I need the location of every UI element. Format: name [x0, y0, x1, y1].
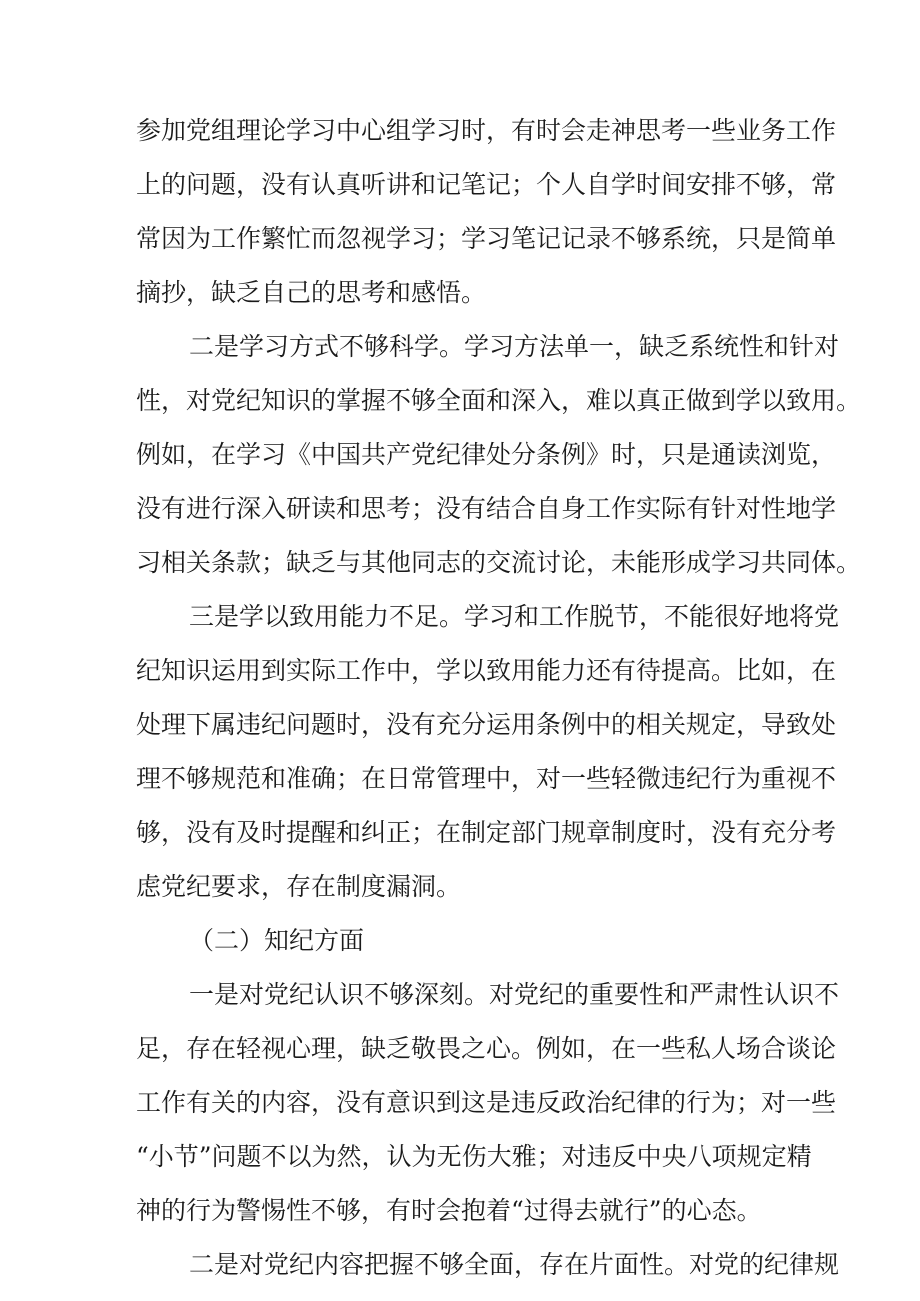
- text-line: 上的问题，没有认真听讲和记笔记；个人自学时间安排不够，常: [136, 170, 837, 199]
- text-line: 性，对党纪知识的掌握不够全面和深入，难以真正做到学以致用。: [136, 386, 862, 415]
- text-line: 神的行为警惕性不够，有时会抱着“过得去就行”的心态。: [136, 1196, 762, 1225]
- paragraph-start-line: 一是对党纪认识不够深刻。对党纪的重要性和严肃性认识不: [189, 980, 840, 1009]
- text-line: 工作有关的内容，没有意识到这是违反政治纪律的行为；对一些: [136, 1088, 837, 1117]
- text-line: 习相关条款；缺乏与其他同志的交流讨论，未能形成学习共同体。: [136, 548, 862, 577]
- text-line: 虑党纪要求，存在制度漏洞。: [136, 872, 462, 901]
- text-line: 处理下属违纪问题时，没有充分运用条例中的相关规定，导致处: [136, 710, 837, 739]
- text-line: 例如，在学习《中国共产党纪律处分条例》时，只是通读浏览，: [136, 440, 837, 469]
- section-heading: （二）知纪方面: [189, 926, 365, 955]
- text-line: 理不够规范和准确；在日常管理中，对一些轻微违纪行为重视不: [136, 764, 837, 793]
- text-line: 纪知识运用到实际工作中，学以致用能力还有待提高。比如，在: [136, 656, 837, 685]
- text-line: 参加党组理论学习中心组学习时，有时会走神思考一些业务工作: [136, 116, 837, 145]
- paragraph-start-line: 三是学以致用能力不足。学习和工作脱节，不能很好地将党: [189, 602, 840, 631]
- paragraph-start-line: 二是对党纪内容把握不够全面，存在片面性。对党的纪律规: [189, 1250, 840, 1279]
- text-line: 够，没有及时提醒和纠正；在制定部门规章制度时，没有充分考: [136, 818, 837, 847]
- text-line: 摘抄，缺乏自己的思考和感悟。: [136, 278, 487, 307]
- text-line: 没有进行深入研读和思考；没有结合自身工作实际有针对性地学: [136, 494, 837, 523]
- text-line: “小节”问题不以为然，认为无伤大雅；对违反中央八项规定精: [136, 1142, 812, 1171]
- text-line: 足，存在轻视心理，缺乏敬畏之心。例如，在一些私人场合谈论: [136, 1034, 837, 1063]
- paragraph-start-line: 二是学习方式不够科学。学习方法单一，缺乏系统性和针对: [189, 332, 840, 361]
- text-line: 常因为工作繁忙而忽视学习；学习笔记记录不够系统，只是简单: [136, 224, 837, 253]
